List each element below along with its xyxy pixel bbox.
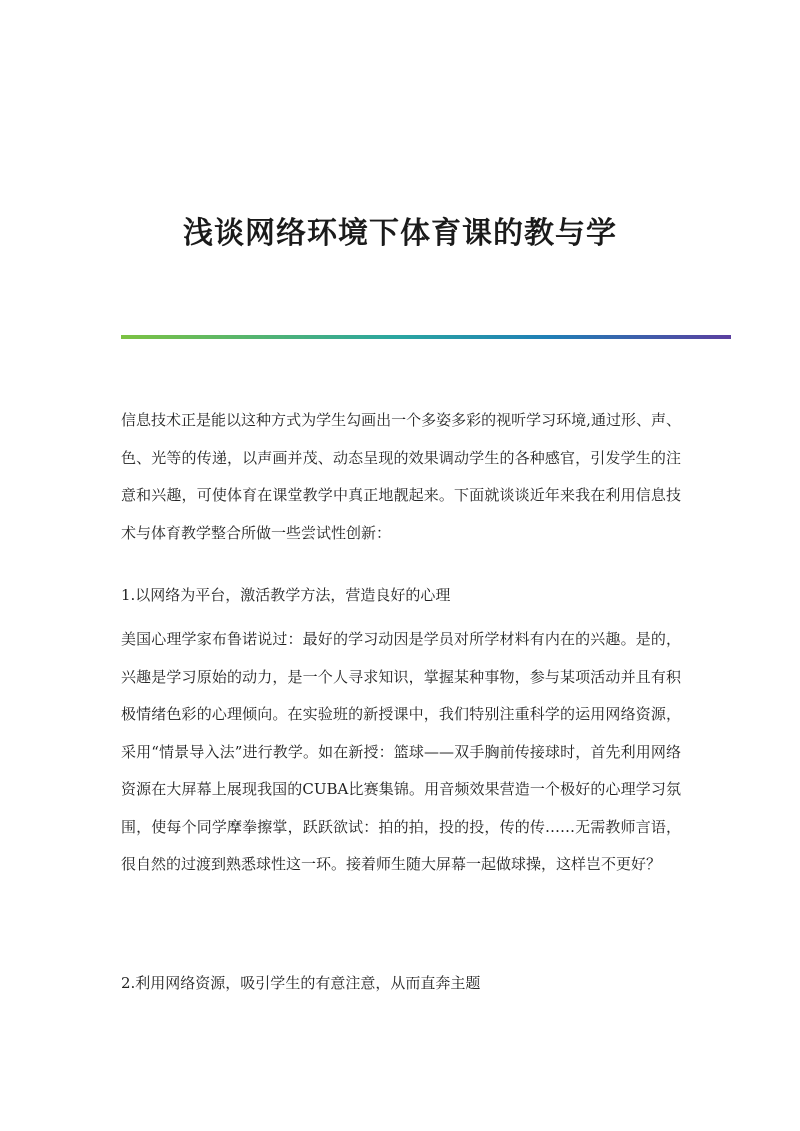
- section-2-heading: 2.利用网络资源，吸引学生的有意注意，从而直奔主题: [121, 974, 481, 992]
- title-divider: [121, 335, 731, 339]
- page-title: 浅谈网络环境下体育课的教与学: [183, 216, 617, 252]
- intro-paragraph: 信息技术正是能以这种方式为学生勾画出一个多姿多彩的视听学习环境,通过形、声、色、光等的传递，以声画并茂、动态呈现的效果调动学生的各种感官，引发学生的注意和兴趣，可使体育在课堂教学中真正地靓起来。下面就谈谈近年来我在利用信息技术与体育教学整合所做一些尝试性创新：: [121, 411, 681, 542]
- section-1-heading: 1.以网络为平台，激活教学方法，营造良好的心理: [121, 586, 451, 604]
- section-1-paragraph: 美国心理学家布鲁诺说过：最好的学习动因是学员对所学材料有内在的兴趣。是的，兴趣是学习原始的动力，是一个人寻求知识，掌握某种事物，参与某项活动并且有积极情绪色彩的心理倾向。在实验班的新授课中，我们特别注重科学的运用网络资源，采用“情景导入法”进行教学。如在新授：篮球——双手胸前传接球时，首先利用网络资源在大屏幕上展现我国的CUBA比赛集锦。用音频效果营造一个极好的心理学习氛围，使每个同学摩拳擦掌，跃跃欲试：拍的拍，投的投，传的传……无需教师言语，很自然的过渡到熟悉球性这一环。接着师生随大屏幕一起做球操，这样岂不更好？: [121, 630, 681, 873]
